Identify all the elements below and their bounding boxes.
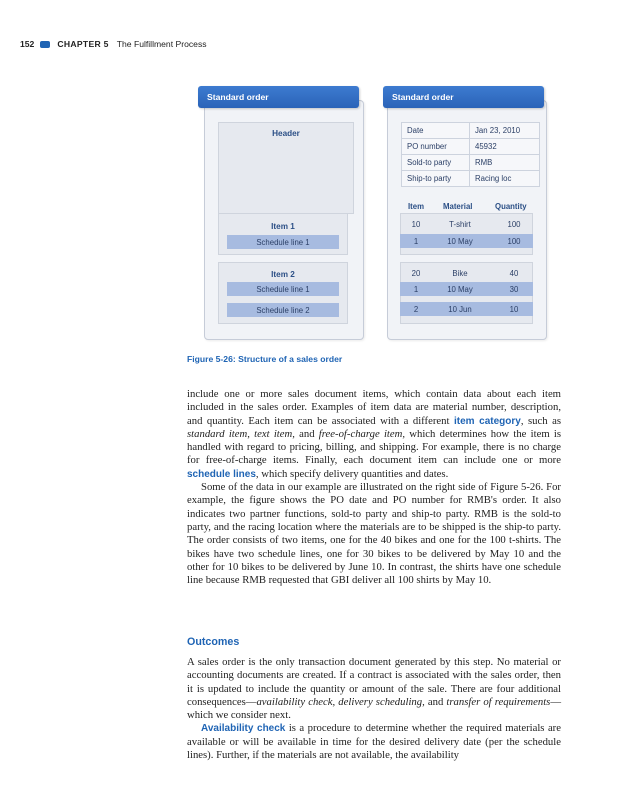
item-2-schedule-line-1: Schedule line 1: [227, 282, 339, 296]
order-item-1-sched-1-date: 10 May: [447, 237, 473, 246]
chapter-title: The Fulfillment Process: [116, 39, 207, 49]
order-header-table: [401, 122, 540, 187]
p1-text-e: which determines how the item is handled with regard to pricing, billing, and shipping. For example, there is no charge for free-of-charge items. Finally, each document item can include one or more: [187, 427, 562, 467]
paragraph-3: [187, 656, 561, 722]
header-key: PO number: [402, 139, 470, 155]
right-panel-title: Standard order: [383, 86, 544, 108]
column-header-material: Material: [443, 202, 473, 211]
paragraph-2: Some of the data in our example are illustrated on the right side of Figure 5-26. For example, the figure shows the PO date and PO number for RMB's order. It also indicates two partner functions, sold-to party and ship-to party. RMB is the sold-to party, and the racing location where the materials are to be shipped is the ship-to party. The order consists of two items, one for the 40 bikes and one for the 100 t-shirts. The bikes have two schedule lines, one for 30 bikes to be delivered by May 10 and the other for 10 bikes to be delivered by June 10. In contrast, the shirts have one schedule line because RMB requested that GBI deliver all 100 shirts by May 10.: [187, 481, 561, 587]
order-item-1-sched-1-number: 1: [413, 237, 419, 246]
p1-em-free-of-charge: free-of-charge item,: [318, 427, 406, 440]
header-key: Ship-to party: [402, 171, 470, 187]
order-item-2-number: 20: [411, 269, 421, 278]
order-item-2-sched-2-quantity: 10: [509, 305, 519, 314]
order-item-2-material: Bike: [452, 269, 468, 278]
page-number: 152: [20, 39, 35, 49]
column-header-quantity: Quantity: [495, 202, 527, 211]
p3-text-b: and: [424, 695, 447, 708]
header-value: Jan 23, 2010: [470, 123, 540, 139]
term-schedule-lines: schedule lines: [187, 468, 256, 480]
header-label: Header: [272, 129, 300, 138]
order-item-2-sched-2-number: 2: [413, 305, 419, 314]
order-item-1-material: T-shirt: [449, 220, 471, 229]
p1-text-c: ,: [247, 427, 255, 440]
figure-caption: Figure 5-26: Structure of a sales order: [187, 354, 343, 364]
header-box: [218, 122, 354, 214]
item-1-schedule-line-1: Schedule line 1: [227, 235, 339, 249]
body-text-lower: [187, 656, 561, 762]
p1-text-b: , such as: [520, 414, 561, 427]
header-row-sold-to: [402, 155, 540, 171]
item-2-label: Item 2: [271, 270, 295, 279]
order-item-1-quantity: 100: [507, 220, 521, 229]
p3-em-consequences: availability check, delivery scheduling,: [256, 695, 425, 708]
order-item-2-sched-1-quantity: 30: [509, 285, 519, 294]
paragraph-1: [187, 388, 561, 481]
p3-text-c: —which we consider next.: [187, 695, 562, 722]
header-value: Racing loc: [470, 171, 540, 187]
p1-text-f: , which specify delivery quantities and dates.: [255, 467, 449, 480]
item-2-schedule-line-2: Schedule line 2: [227, 303, 339, 317]
header-value: 45932: [470, 139, 540, 155]
header-row-po-number: [402, 139, 540, 155]
left-panel-title: Standard order: [198, 86, 359, 108]
section-heading-outcomes: Outcomes: [187, 636, 240, 648]
order-item-1-number: 10: [411, 220, 421, 229]
header-row-ship-to: [402, 171, 540, 187]
p1-em-standard-item: standard item: [187, 427, 248, 440]
chapter-label: CHAPTER 5: [57, 39, 109, 49]
item-1-label: Item 1: [271, 222, 295, 231]
header-row-date: [402, 123, 540, 139]
header-key: Sold-to party: [402, 155, 470, 171]
p1-text-d: , and: [292, 427, 319, 440]
running-head: [20, 39, 207, 49]
p3-em-transfer: transfer of requirements: [446, 695, 551, 708]
p4-text-a: is a procedure to determine whether the required materials are available or will be available in time for the desired delivery date (per the schedule lines). Further, if the materials are not available, the availability: [187, 722, 561, 762]
p1-text-a: include one or more sales document items, which contain data about each item included in the sales order. Examples of item data are material number, description, and quantity. Each item can be associated with a different: [187, 388, 561, 427]
header-value: RMB: [470, 155, 540, 171]
order-item-2-quantity: 40: [509, 269, 519, 278]
p1-em-text-item: text item: [254, 427, 293, 440]
order-item-2-sched-1-date: 10 May: [447, 285, 473, 294]
term-item-category: item category: [453, 415, 521, 427]
header-key: Date: [402, 123, 470, 139]
order-item-2-sched-2-date: 10 Jun: [448, 305, 472, 314]
p3-text-a: A sales order is the only transaction document generated by this step. No material or accounting documents are created. If a contract is associated with the sales order, then it is updated to include the quantity or amount of the sale. There are four additional consequences—: [187, 656, 561, 708]
item-2-box: [218, 262, 348, 324]
term-availability-check: Availability check: [201, 723, 286, 735]
order-item-1-sched-1-quantity: 100: [507, 237, 521, 246]
item-1-box: [218, 213, 348, 255]
paragraph-4: [187, 722, 561, 762]
column-header-item: Item: [408, 202, 425, 211]
chapter-bullet-icon: [40, 41, 50, 48]
body-text-upper: [187, 388, 561, 587]
order-item-2-sched-1-number: 1: [413, 285, 419, 294]
